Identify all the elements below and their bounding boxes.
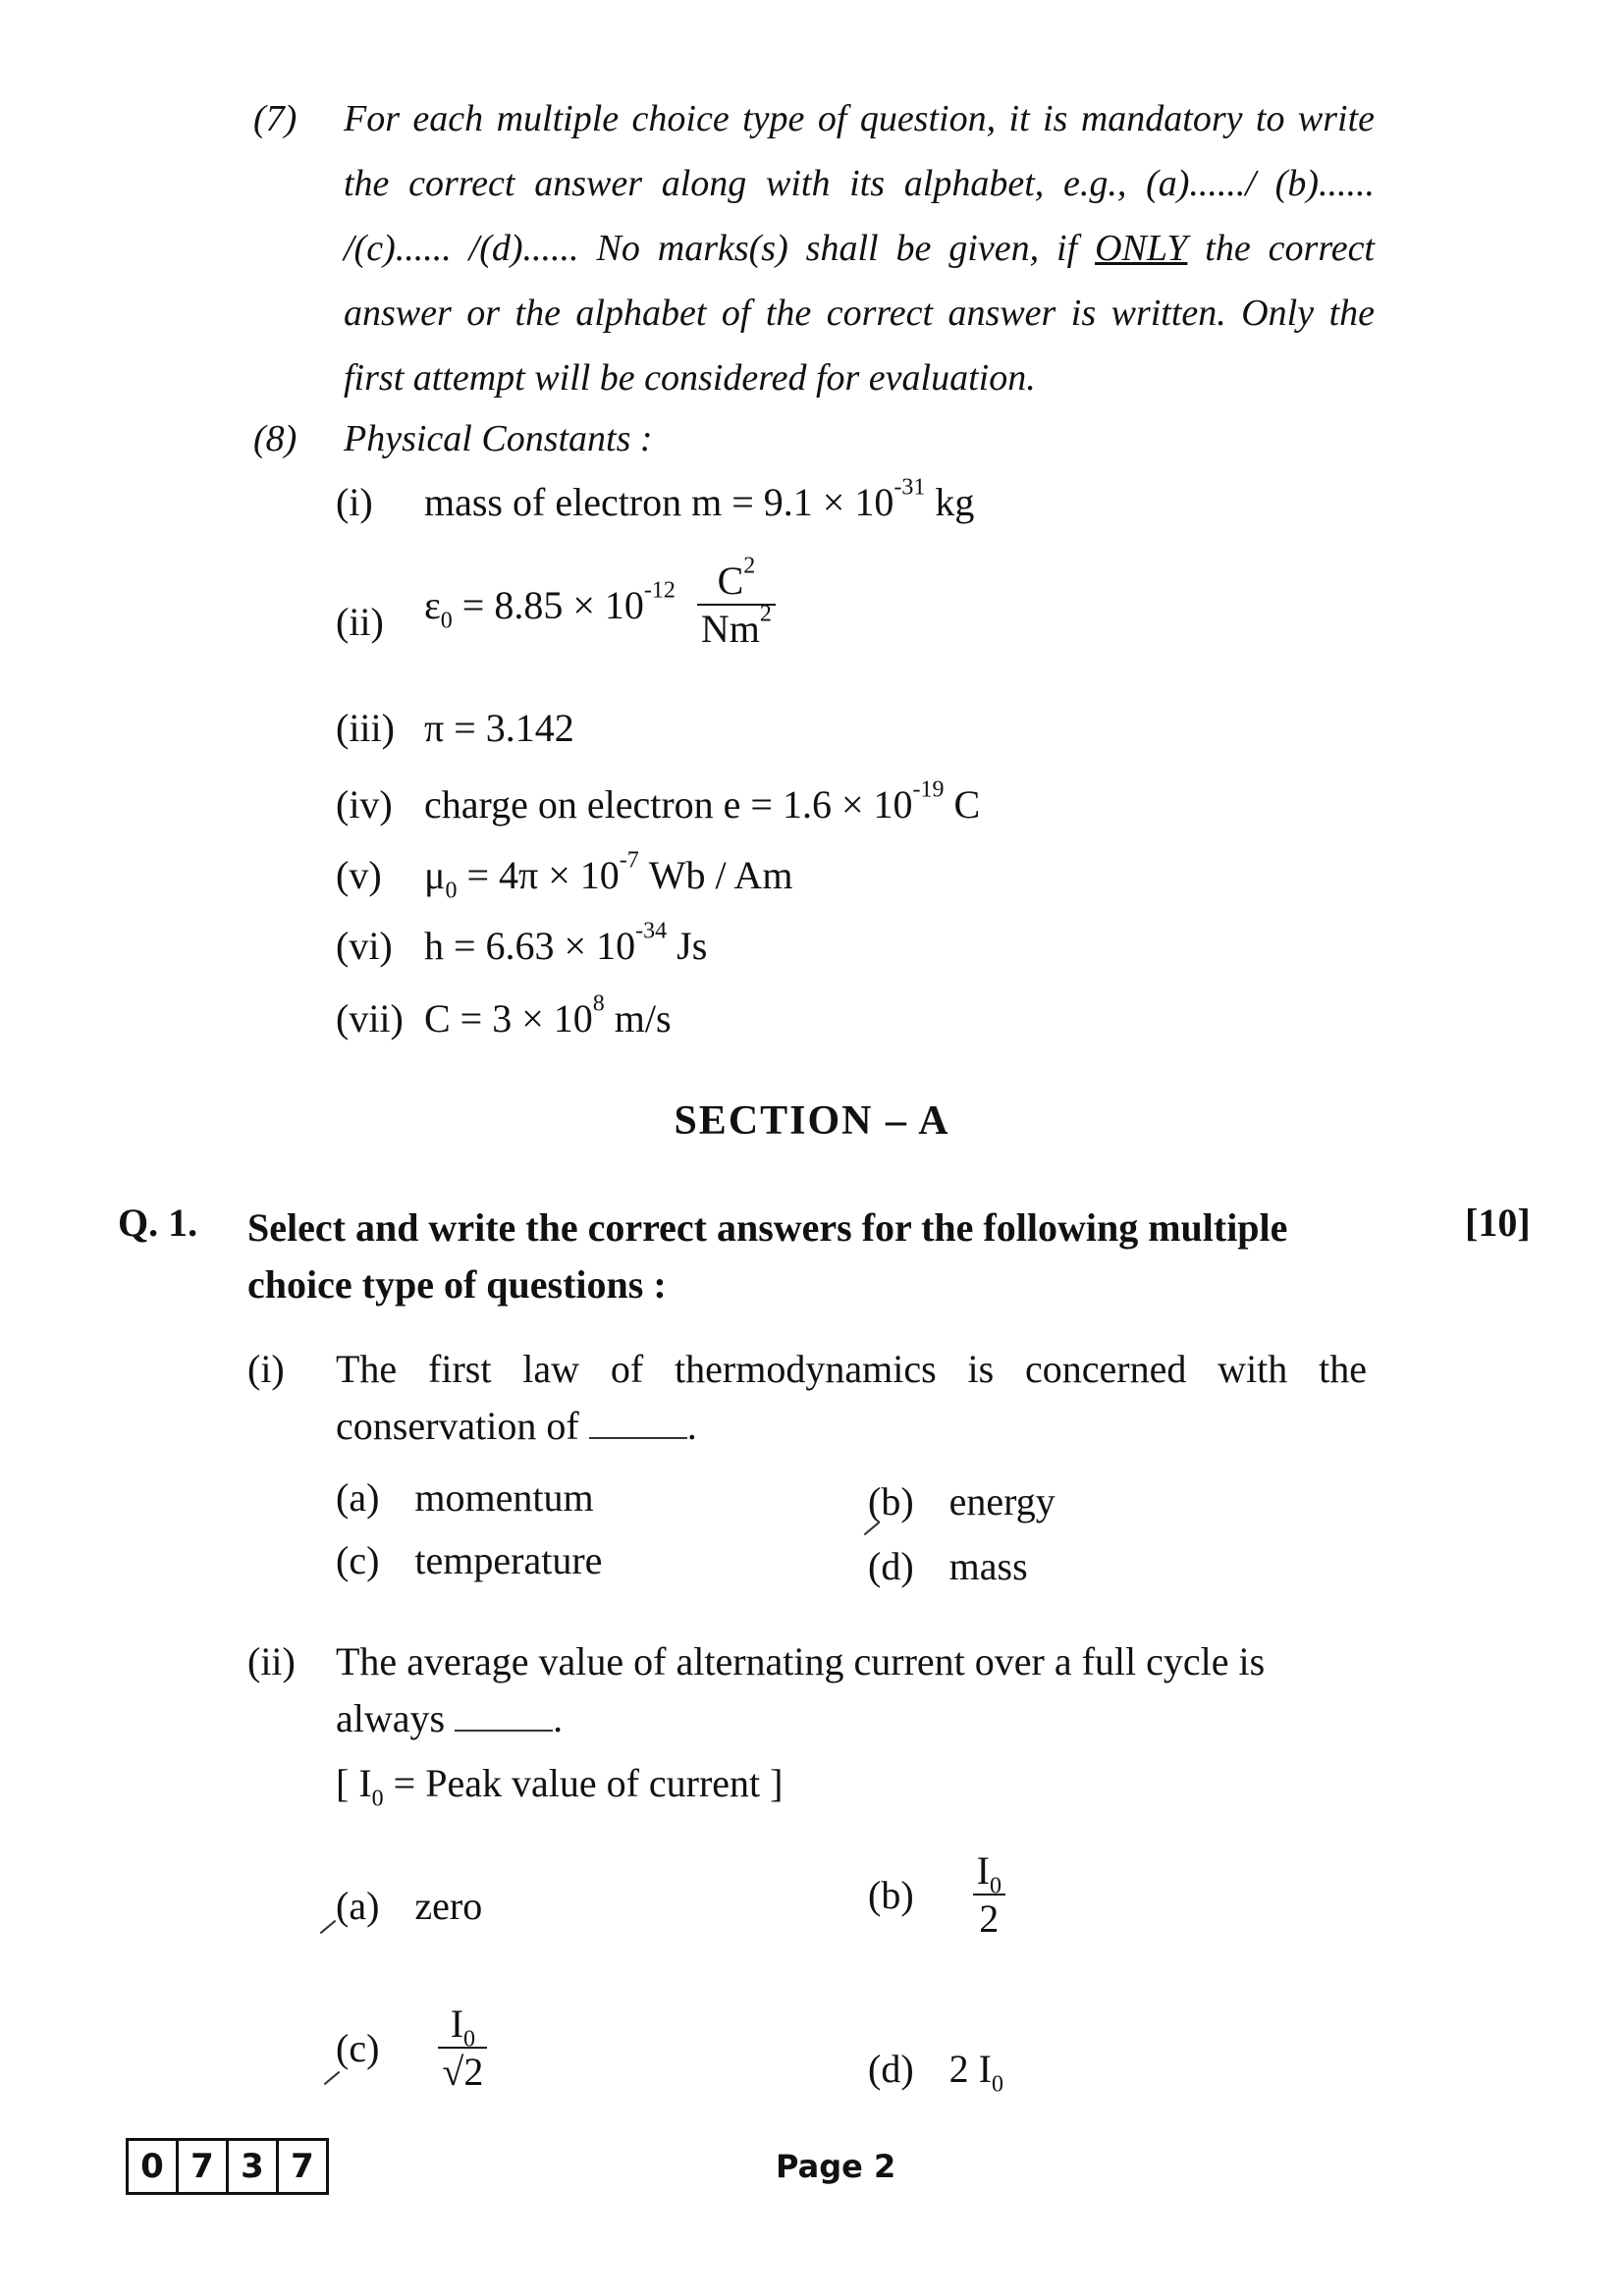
section-title: SECTION – A bbox=[674, 1098, 950, 1144]
option-1d: (d) mass bbox=[868, 1544, 1028, 1588]
option-1c: (c) temperature bbox=[336, 1538, 603, 1582]
paper-code-boxes bbox=[126, 2138, 329, 2195]
instruction-8-title: Physical Constants : bbox=[344, 418, 653, 459]
code-digit: 0 bbox=[129, 2141, 179, 2192]
fraction-i0-over-root2: $\frac{I_0}{√2}$ bbox=[438, 2001, 487, 2095]
option-2b: (b) $\frac{I_0}{2}$ bbox=[868, 1847, 1005, 1942]
option-2d: (d) 2 $I_0$ bbox=[868, 2047, 1003, 2098]
code-digit: 3 bbox=[229, 2141, 279, 2192]
option-2a: (a) zero bbox=[336, 1884, 483, 1928]
page-number: Page 2 bbox=[776, 2148, 896, 2185]
subquestion-2-label: (ii) bbox=[247, 1639, 296, 1683]
option-2c: (c) $\frac{I_0}{√2}$ bbox=[336, 2001, 487, 2095]
subquestion-2-text: The average value of alternating current over a full cycle is always . bbox=[336, 1639, 1266, 1740]
code-digit: 7 bbox=[291, 2147, 314, 2186]
underlined-only: ONLY bbox=[1095, 228, 1188, 269]
instruction-7-text: For each multiple choice type of question, it is mandatory to write the correct answer along with its alphabet, e.g., (a)....../ (b)...... /(c)...... /(d)...... No marks(s) shall be given, if ONLY the correct answer or the alphabet of the correct answer is written. Only the first attempt will be considered for evaluation. bbox=[344, 98, 1375, 399]
exam-page: (7) For each multiple choice type of question, it is mandatory to write the correct answer along with its alphabet, e.g., (a)....../ (b)...... /(c)...... /(d)...... No marks(s) shall be given, if ONLY the correct answer or the alphabet of the correct answer is written. Only the first attempt will be considered for evaluation. (8) Physical Constants : (i) mass of electron $m = 9.1 \times 10^{-31}$ kg (ii) $\varepsilon_0 = 8.85 \times 10^{-12}$ $\frac{C^2}{Nm^2}$ (iii) π = 3.142 (iv) charge on electron $e = 1.6 \times 10^{-19}$ C (v) $\mu_0 = 4\pi \times 10^{-7}$ Wb / Am (vi) $h = 6.63 \times 10^{-34}$ Js (vii) $C = 3 \times 10^8$ m/s SECTION – A Q. 1. Select and write the correct answers for the following multiple choice type of questions : [10] (i) The first law of thermodynamics is concerned with the conservation of . (a) momentum (b) energy (c) temperature (d) mass (ii) The average value of alternating current over a full cycle is always . [ $I_0$ = Peak value of current ] (a) zero (b) $\frac{I_0}{2}$ (c) $\frac{I_0}{√2}$ (d) 2 $I_0$ 0 7 3 7 Page 2 bbox=[0, 0, 1624, 2296]
question-1-number: Q. 1. bbox=[118, 1201, 198, 1245]
option-1a: (a) momentum bbox=[336, 1475, 594, 1520]
permittivity-unit-fraction: $\frac{C^2}{Nm^2}$ bbox=[697, 558, 776, 652]
answer-blank bbox=[589, 1427, 687, 1439]
fraction-i0-over-2: $\frac{I_0}{2}$ bbox=[973, 1847, 1005, 1942]
question-1-marks: [10] bbox=[1465, 1201, 1531, 1245]
subquestion-1-text: The first law of thermodynamics is concerned with the conservation of . bbox=[336, 1347, 1367, 1448]
option-1b: (b) energy bbox=[868, 1479, 1056, 1523]
question-1-text: Select and write the correct answers for the following multiple choice type of questions : bbox=[247, 1205, 1288, 1307]
instruction-7-number: (7) bbox=[253, 98, 298, 139]
peak-current-note: [ $I_0$ = Peak value of current ] bbox=[336, 1761, 784, 1812]
code-digit: 7 bbox=[179, 2141, 229, 2192]
instruction-8-number: (8) bbox=[253, 418, 298, 459]
answer-blank bbox=[455, 1720, 553, 1732]
subquestion-1-label: (i) bbox=[247, 1347, 285, 1391]
pen-mark bbox=[320, 1920, 337, 1934]
